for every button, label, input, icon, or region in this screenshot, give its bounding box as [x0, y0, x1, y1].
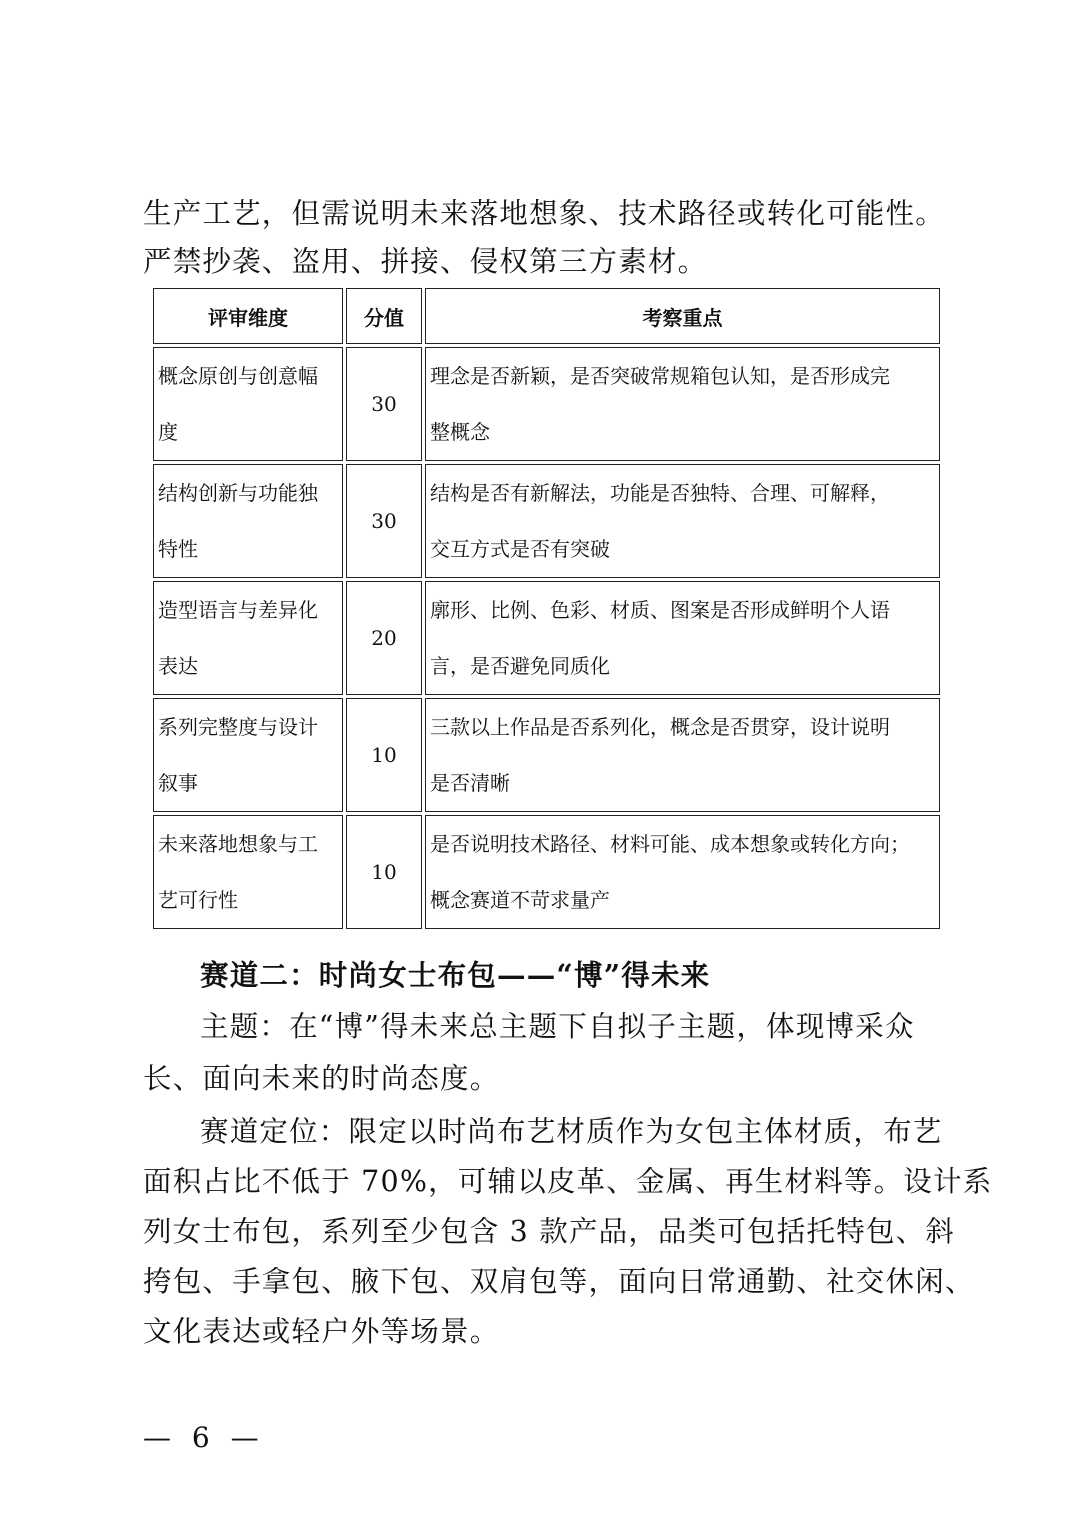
- header-focus: 考察重点: [425, 288, 940, 344]
- dimension-cell: [153, 464, 343, 578]
- dimension-cell: [153, 815, 343, 929]
- positioning-line: 面积占比不低于 70%，可辅以皮革、金属、再生材料等。设计系: [143, 1165, 993, 1198]
- section-heading: 赛道二：时尚女士布包——“博”得未来: [200, 958, 711, 992]
- focus-line: 廓形、比例、色彩、材质、图案是否形成鲜明个人语: [430, 598, 890, 622]
- dimension-cell: [153, 698, 343, 812]
- positioning-line: 赛道定位：限定以时尚布艺材质作为女包主体材质，布艺: [200, 1115, 943, 1148]
- dimension-line: 度: [158, 420, 178, 444]
- intro-line: 生产工艺，但需说明未来落地想象、技术路径或转化可能性。: [143, 197, 945, 230]
- dimension-line: 表达: [158, 654, 198, 678]
- table-row: [153, 815, 940, 929]
- score-cell: 30: [346, 347, 422, 461]
- criteria-table: [150, 285, 943, 932]
- focus-cell: [425, 815, 940, 929]
- page-number: — 6 —: [143, 1421, 265, 1454]
- dimension-line: 结构创新与功能独: [158, 481, 318, 505]
- intro-line: 严禁抄袭、盗用、拼接、侵权第三方素材。: [143, 245, 708, 278]
- focus-line: 理念是否新颖，是否突破常规箱包认知，是否形成完: [430, 364, 890, 388]
- focus-cell: [425, 347, 940, 461]
- score-cell: 10: [346, 698, 422, 812]
- positioning-line: 列女士布包，系列至少包含 3 款产品，品类可包括托特包、斜: [143, 1215, 956, 1248]
- dimension-line: 概念原创与创意幅: [158, 364, 318, 388]
- focus-cell: [425, 464, 940, 578]
- focus-cell: [425, 581, 940, 695]
- table-row: [153, 464, 940, 578]
- table-row: [153, 698, 940, 812]
- dimension-line: 系列完整度与设计: [158, 715, 318, 739]
- table-row: [153, 347, 940, 461]
- dimension-cell: [153, 347, 343, 461]
- focus-line: 是否清晰: [430, 771, 510, 795]
- score-cell: 20: [346, 581, 422, 695]
- theme-line: 长、面向未来的时尚态度。: [143, 1062, 500, 1095]
- focus-line: 概念赛道不苛求量产: [430, 888, 610, 912]
- score-cell: 30: [346, 464, 422, 578]
- score-cell: 10: [346, 815, 422, 929]
- focus-line: 整概念: [430, 420, 490, 444]
- table-header-row: [153, 288, 940, 344]
- focus-cell: [425, 698, 940, 812]
- header-dimension: 评审维度: [153, 288, 343, 344]
- dimension-line: 艺可行性: [158, 888, 238, 912]
- focus-line: 三款以上作品是否系列化，概念是否贯穿，设计说明: [430, 715, 890, 739]
- table-row: [153, 581, 940, 695]
- focus-line: 交互方式是否有突破: [430, 537, 610, 561]
- dimension-line: 未来落地想象与工: [158, 832, 318, 856]
- positioning-line: 挎包、手拿包、腋下包、双肩包等，面向日常通勤、社交休闲、: [143, 1265, 975, 1298]
- dimension-cell: [153, 581, 343, 695]
- dimension-line: 特性: [158, 537, 198, 561]
- header-score: 分值: [346, 288, 422, 344]
- focus-line: 结构是否有新解法，功能是否独特、合理、可解释，: [430, 481, 890, 505]
- dimension-line: 造型语言与差异化: [158, 598, 318, 622]
- positioning-line: 文化表达或轻户外等场景。: [143, 1315, 500, 1348]
- focus-line: 言，是否避免同质化: [430, 654, 610, 678]
- theme-line: 主题：在“博”得未来总主题下自拟子主题，体现博采众: [200, 1010, 915, 1043]
- focus-line: 是否说明技术路径、材料可能、成本想象或转化方向；: [430, 832, 910, 856]
- dimension-line: 叙事: [158, 771, 198, 795]
